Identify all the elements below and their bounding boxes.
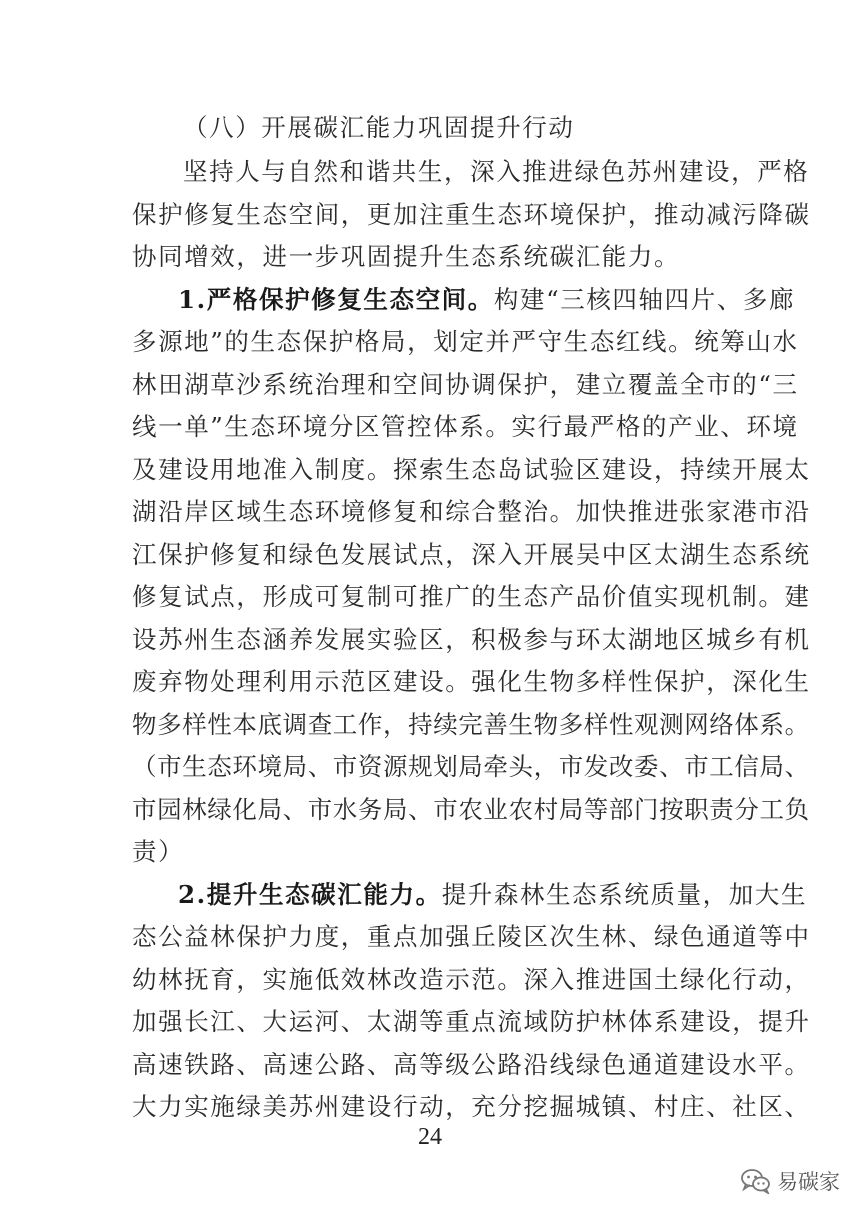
- item2-line: 大力实施绿美苏州建设行动，充分挖掘城镇、村庄、社区、: [132, 1092, 811, 1121]
- item1-line: 林田湖草沙系统治理和空间协调保护，建立覆盖全市的“三: [132, 370, 799, 399]
- section-heading: （八）开展碳汇能力巩固提升行动: [183, 113, 575, 142]
- item1-line: 废弃物处理利用示范区建设。强化生物多样性保护，深化生: [132, 667, 811, 696]
- intro-line: 坚持人与自然和谐共生，深入推进绿色苏州建设，严格: [183, 157, 810, 186]
- item1-line: 市园林绿化局、市水务局、市农业农村局等部门按职责分工负: [132, 795, 810, 824]
- item2-first-line-text: 提升森林生态系统质量，加大生: [441, 880, 808, 909]
- item1-line: 江保护修复和绿色发展试点，深入开展吴中区太湖生态系统: [132, 540, 811, 569]
- item2-line: 态公益林保护力度，重点加强丘陵区次生林、绿色通道等中: [132, 922, 811, 951]
- item1-line: 修复试点，形成可复制可推广的生态产品价值实现机制。建: [132, 582, 811, 611]
- item1-line: 湖沿岸区域生态环境修复和综合整治。加快推进张家港市沿: [132, 497, 811, 526]
- item1-line: 责）: [132, 837, 185, 866]
- item1-line: 多源地”的生态保护格局，划定并严守生态红线。统筹山水: [132, 327, 799, 356]
- item2-first-line: [178, 880, 807, 910]
- item2-line: 幼林抚育，实施低效林改造示范。深入推进国土绿化行动，: [132, 965, 811, 994]
- item1-line: 及建设用地准入制度。探索生态岛试验区建设，持续开展太: [132, 455, 811, 484]
- item2-line: 高速铁路、高速公路、高等级公路沿线绿色通道建设水平。: [132, 1050, 811, 1079]
- item1-title: 1.严格保护修复生态空间。: [178, 285, 494, 314]
- item1-line: 线一单”生态环境分区管控体系。实行最严格的产业、环境: [132, 412, 799, 441]
- item1-line: 设苏州生态涵养发展实验区，积极参与环太湖地区城乡有机: [132, 625, 811, 654]
- item1-line: （市生态环境局、市资源规划局牵头，市发改委、市工信局、: [132, 752, 810, 781]
- item2-line: 加强长江、大运河、太湖等重点流域防护林体系建设，提升: [132, 1007, 811, 1036]
- watermark: [741, 1166, 840, 1196]
- item1-first-line-text: 构建“三核四轴四片、多廊: [493, 285, 796, 314]
- item2-title: 2.提升生态碳汇能力。: [178, 880, 442, 909]
- watermark-text: 易碳家: [777, 1170, 840, 1194]
- intro-line: 保护修复生态空间，更加注重生态环境保护，推动减污降碳: [132, 200, 811, 229]
- item1-line: 物多样性本底调查工作，持续完善生物多样性观测网络体系。: [132, 710, 810, 739]
- intro-line: 协同增效，进一步巩固提升生态系统碳汇能力。: [132, 242, 681, 271]
- wechat-icon: [741, 1168, 771, 1194]
- item1-first-line: [178, 285, 795, 315]
- page-number: 24: [418, 1124, 442, 1150]
